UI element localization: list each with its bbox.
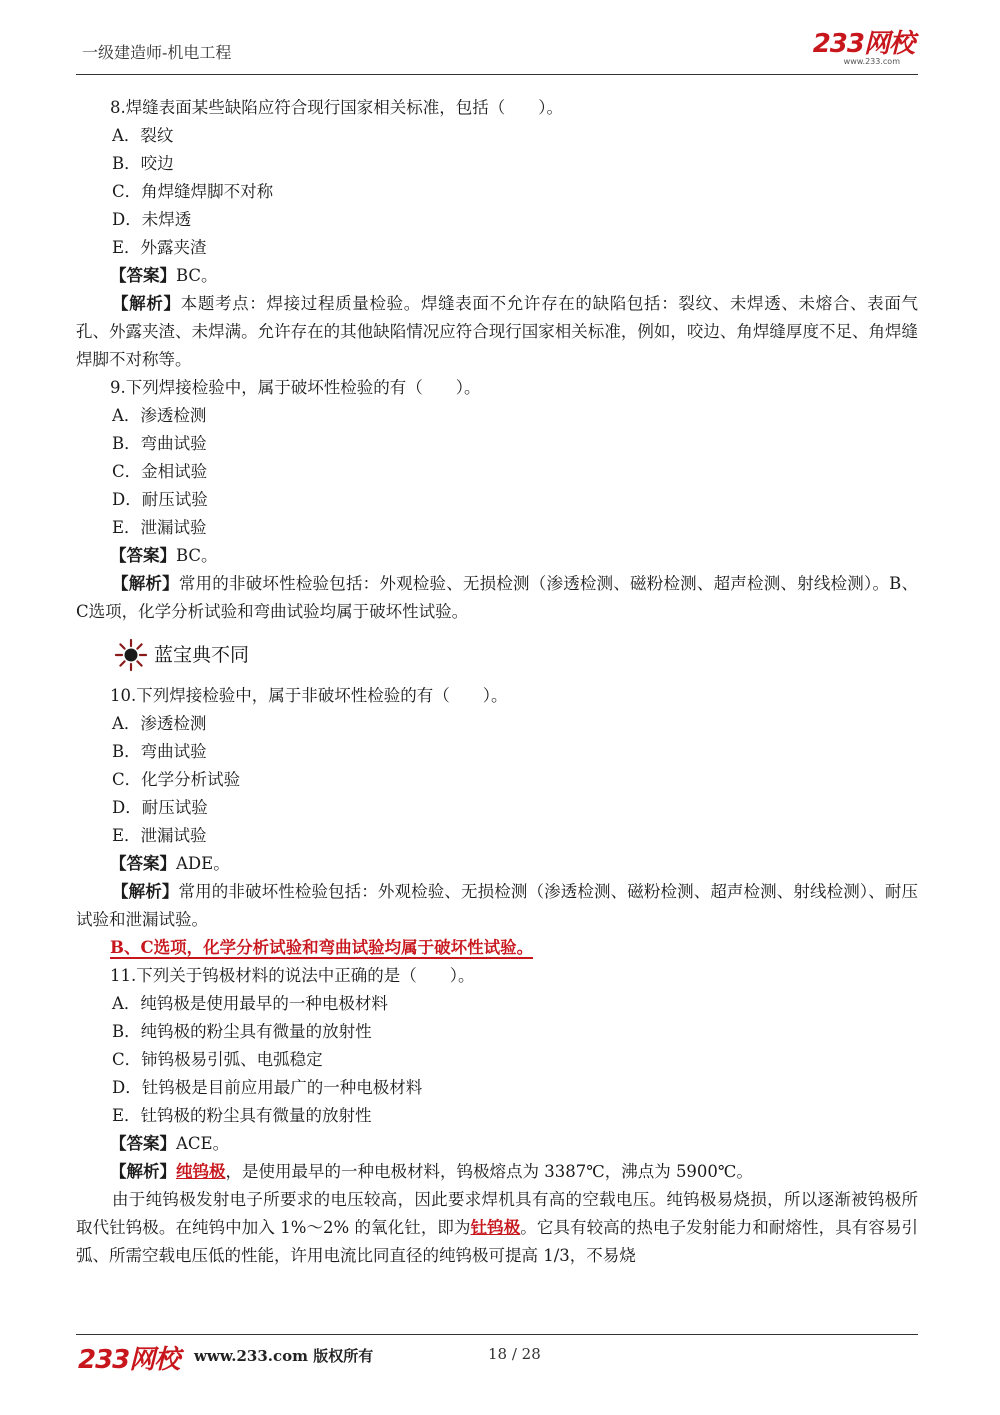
document-body	[76, 94, 918, 1270]
answer-line	[76, 1130, 918, 1158]
option: A．渗透检测	[112, 406, 207, 425]
option: C．金相试验	[112, 462, 208, 481]
paragraph-text: 由于纯钨极发射电子所要求的电压较高，因此要求焊机具有高的空载电压。纯钨极易烧损，所以逐渐被钨极所取代钍钨极。在纯钨中加入 1%～2% 的氧化钍，即为	[76, 1190, 918, 1237]
option: E．钍钨极的粉尘具有微量的放射性	[112, 1106, 372, 1125]
answer-tag: 【答案】	[110, 1134, 176, 1153]
analysis-tag: 【解析】	[112, 294, 181, 313]
question-stem: 11.下列关于钨极材料的说法中正确的是（ ）。	[110, 966, 475, 985]
option: E．泄漏试验	[112, 826, 207, 845]
logo-text: 233网校	[812, 29, 914, 59]
option: B．咬边	[112, 154, 174, 173]
analysis-text: 常用的非破坏性检验包括：外观检验、无损检测（渗透检测、磁粉检测、超声检测、射线检测）、耐压试验和泄漏试验。	[76, 882, 919, 929]
page-header	[76, 28, 918, 75]
analysis-paragraph	[76, 290, 918, 374]
answer-line	[76, 262, 918, 290]
analysis-term: 纯钨极	[176, 1162, 226, 1181]
option: E．外露夹渣	[112, 238, 207, 257]
paragraph-text: 。它具有较高的热电子发射能力和耐熔性，具有容易引弧、所需空载电压低的性能，许用电流比同直径的纯钨极可提高 1/3，不易烧	[76, 1218, 919, 1265]
option: A．渗透检测	[112, 714, 207, 733]
option: D．未焊透	[112, 210, 192, 229]
analysis-text: ，是使用最早的一种电极材料，钨极熔点为 3387℃，沸点为 5900℃。	[225, 1162, 753, 1181]
section-label: 蓝宝典不同	[154, 644, 250, 666]
answer-line	[76, 542, 918, 570]
analysis-tag: 【解析】	[112, 882, 179, 901]
sun-icon	[114, 638, 148, 672]
logo-url: www.233.com	[843, 57, 900, 66]
option: D．耐压试验	[112, 798, 208, 817]
answer-tag: 【答案】	[110, 854, 176, 873]
option: A．裂纹	[112, 126, 174, 145]
section-header	[76, 626, 918, 682]
page-number: 18 / 28	[488, 1345, 541, 1363]
option: B．弯曲试验	[112, 742, 207, 761]
analysis-paragraph	[76, 570, 918, 626]
analysis-paragraph	[76, 878, 918, 934]
analysis-tag: 【解析】	[110, 1162, 176, 1181]
answer-tag: 【答案】	[110, 546, 176, 565]
answer-tag: 【答案】	[110, 266, 176, 285]
answer-value: ADE。	[176, 854, 230, 873]
brand-logo[interactable]	[813, 30, 914, 66]
option: C．角焊缝焊脚不对称	[112, 182, 274, 201]
highlight-text: B、C选项，化学分析试验和弯曲试验均属于破坏性试验。	[110, 938, 534, 957]
answer-value: BC。	[176, 266, 218, 285]
question-stem: 8.焊缝表面某些缺陷应符合现行国家相关标准，包括（ ）。	[110, 98, 563, 117]
question-stem: 10.下列焊接检验中，属于非破坏性检验的有（ ）。	[110, 686, 508, 705]
footer-copyright: www.233.com 版权所有	[194, 1347, 374, 1365]
question-stem: 9.下列焊接检验中，属于破坏性检验的有（ ）。	[110, 378, 481, 397]
answer-value: ACE。	[176, 1134, 230, 1153]
option: C．铈钨极易引弧、电弧稳定	[112, 1050, 323, 1069]
option: A．纯钨极是使用最早的一种电极材料	[112, 994, 388, 1013]
footer-logo[interactable]: 233网校	[78, 1345, 180, 1375]
header-title: 一级建造师-机电工程	[82, 43, 232, 62]
analysis-text: 常用的非破坏性检验包括：外观检验、无损检测（渗透检测、磁粉检测、超声检测、射线检测）。B、C选项，化学分析试验和弯曲试验均属于破坏性试验。	[76, 574, 918, 621]
option: D．钍钨极是目前应用最广的一种电极材料	[112, 1078, 423, 1097]
analysis-line	[76, 1158, 918, 1186]
analysis-text: 本题考点：焊接过程质量检验。焊缝表面不允许存在的缺陷包括：裂纹、未焊透、未熔合、表面气孔、外露夹渣、未焊满。允许存在的其他缺陷情况应符合现行国家相关标准，例如，咬边、角焊缝厚度不足、角焊缝焊脚不对称等。	[76, 294, 919, 369]
answer-line	[76, 850, 918, 878]
option: E．泄漏试验	[112, 518, 207, 537]
page-footer	[76, 1334, 918, 1375]
paragraph-term: 钍钨极	[470, 1218, 521, 1237]
option: B．纯钨极的粉尘具有微量的放射性	[112, 1022, 372, 1041]
analysis-tag: 【解析】	[112, 574, 179, 593]
option: C．化学分析试验	[112, 770, 241, 789]
option: B．弯曲试验	[112, 434, 207, 453]
highlight-line	[76, 934, 918, 962]
option: D．耐压试验	[112, 490, 208, 509]
answer-value: BC。	[176, 546, 218, 565]
body-paragraph	[76, 1186, 918, 1270]
